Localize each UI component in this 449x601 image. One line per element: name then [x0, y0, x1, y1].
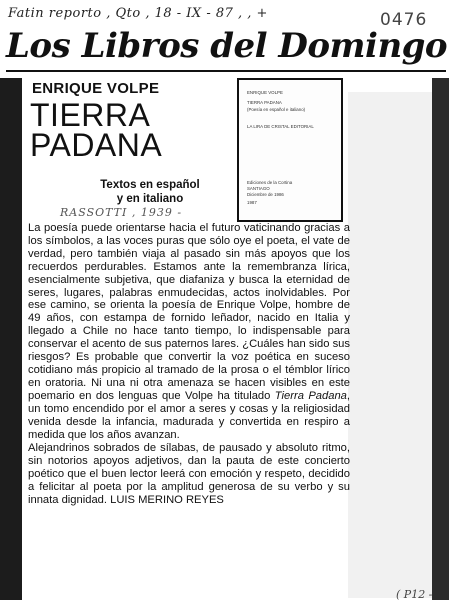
cover-text-line: TIERRA PADANA: [247, 100, 282, 105]
cover-text-line: LA LIRA DE CRISTAL EDITORIAL: [247, 124, 314, 129]
handwritten-author-note: RASSOTTI , 1939 -: [60, 206, 183, 219]
review-body: [28, 222, 350, 507]
review-paragraph: Alejandrinos sobrados de sílabas, de pausado y absoluto ritmo, sin notorios apoyos adjetivos, dan la pauta de este concierto poético que el buen lector leerá con emoción y respeto, decidido a felicitar al poeta por la amplitud generosa de su verbo y su innata dignidad. LUIS MERINO REYES: [28, 442, 350, 507]
subtitle-line: Textos en español: [100, 179, 200, 191]
book-title-reference: Tierra Padana: [274, 389, 347, 402]
handwritten-page-note: ( P12 -: [396, 588, 433, 601]
scan-ghost-area: [348, 92, 432, 598]
book-title-line: TIERRA: [30, 97, 151, 133]
cover-text-line: ENRIQUE VOLPE: [247, 90, 283, 95]
review-paragraph: La poesía puede orientarse hacia el futuro vaticinando gracias a los símbolos, a las voces puras que sólo oye el poeta, el vate de verdad, pero también viaja al pasado sin más apoyos que los recuerdos perdurables. Estamos ante la remembranza lírica, esencialmente subjetiva, que diafaniza y busca la eternidad de seres, lugares, palabras enmudecidas, actos inolvidables. Por ese camino, se orienta la poesía de Enrique Volpe, hombre de 49 años, con estampa de fornido leñador, nacido en Italia y llegado a Chile no hace tanto tiempo, lo indispensable para conservar el acento de sus paternos lares. ¿Cuáles han sido sus riesgos? Es probable que convertir la voz poética en suceso cotidiano más propicio al tramado de la prosa o el témblor lírico en oratoria. Ni una ni otra amenaza se hacen visibles en este poemario en dos lenguas que Volpe ha titulado Tierra Padana, un tomo encendido por el amor a seres y cosas y la religiosidad venida desde la infancia, madurada y convertida en respiro a medida que los años avanzan.: [28, 222, 351, 441]
book-cover-image: [237, 78, 343, 222]
handwritten-archive-note: Fatin reporto , Qto , 18 - IX - 87 , , +: [8, 6, 268, 21]
cover-text-line: SANTIAGO: [247, 186, 270, 191]
reviewer-signature: LUIS MERINO REYES: [110, 494, 224, 507]
cover-text-line: 1987: [247, 200, 257, 205]
scan-left-border: [0, 78, 22, 600]
cover-text-line: Ediciones de la Cortina: [247, 180, 293, 185]
book-title-line: PADANA: [30, 127, 163, 163]
archive-number-stamp: 0476: [380, 10, 428, 30]
subtitle-line: y en italiano: [116, 193, 184, 205]
scan-right-border: [432, 78, 449, 600]
book-subtitle: [80, 178, 220, 206]
cover-text-line: Diciembre de 1986: [247, 192, 284, 197]
book-author: ENRIQUE VOLPE: [32, 80, 160, 97]
book-title: [30, 97, 230, 163]
cover-text-line: (Poesía en español e italiano): [247, 107, 306, 112]
masthead-rule: [6, 70, 446, 72]
newspaper-section-masthead: Los Libros del Domingo: [6, 26, 448, 66]
